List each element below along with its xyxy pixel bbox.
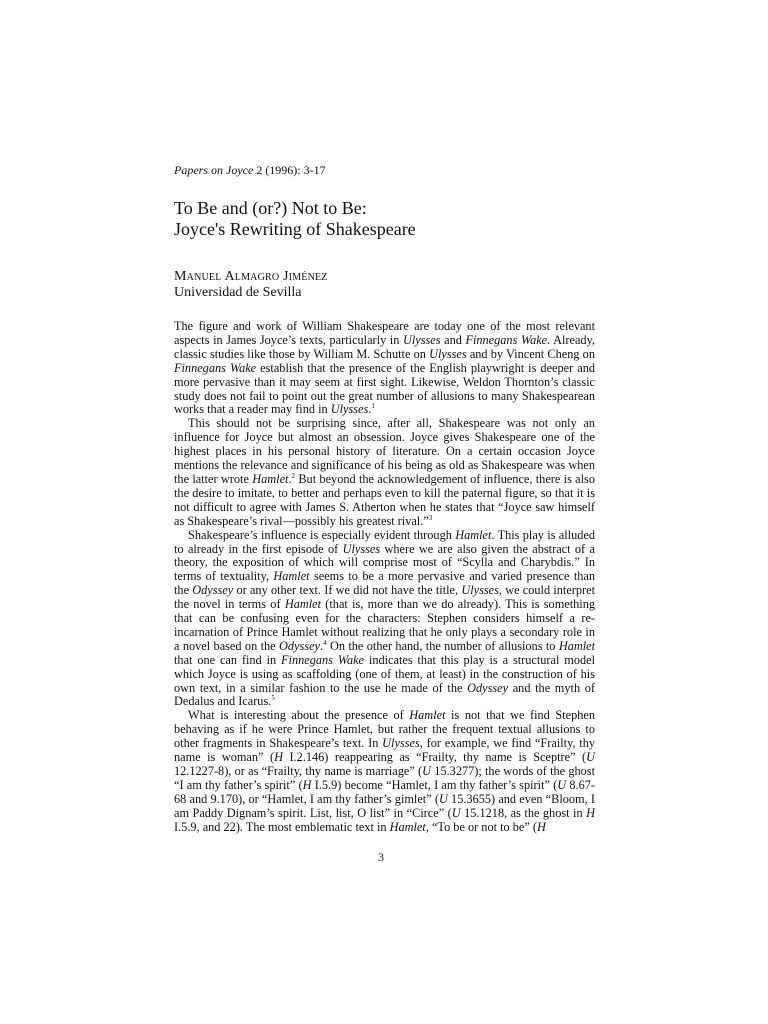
italic-text: U — [557, 777, 567, 792]
author-affiliation: Universidad de Sevilla — [174, 285, 302, 300]
text-run: establish that the presence of the English playwright is deeper and more pervasive than it may seem at first sight. Likewise, Weldon Thornton’s classic study does not fail to point out the great number of allusions to many Shakespearean works that a reader may find in — [174, 360, 595, 417]
footnote-ref: 3 — [428, 513, 433, 522]
text-run: 15.3655) and even “Bloom, I am Paddy Dignam’s spirit. List, list, O list” in “Circe” ( — [174, 791, 595, 820]
footnote-ref: 4 — [323, 638, 327, 647]
italic-text: Ulysses — [402, 332, 441, 347]
title-line-2: Joyce's Rewriting of Shakespeare — [174, 219, 416, 239]
italic-text: Ulysses — [461, 583, 499, 598]
text-run: 15.3277); the words of the ghost “I am thy father’s spirit” ( — [174, 764, 595, 792]
italic-text: Ulysses — [382, 736, 420, 751]
footnote-ref: 2 — [291, 471, 296, 480]
journal-citation — [174, 163, 326, 178]
text-run: or any other text. If we did not have the title, — [233, 583, 462, 598]
italic-text: H — [586, 805, 595, 820]
text-run: that one can find in — [174, 652, 282, 667]
text-run: indicates that this play is a structural model which Joyce is using as scaffolding (one of them, at least) in the construction of his own text, in a similar fashion to the use he made of the — [174, 652, 595, 695]
author-name: Manuel Almagro Jiménez — [174, 269, 328, 284]
text-run: (that is, more than we do already). This is something that can be confusing even for the characters: Stephen considers himself a re-incarnation of Prince Hamlet without realizing that he only plays a secondary role in a novel based on the — [174, 597, 595, 653]
italic-text: Hamlet — [389, 819, 426, 834]
italic-text: U — [451, 805, 461, 820]
body-paragraph — [174, 320, 595, 417]
text-run: , we could interpret the novel in terms of — [174, 583, 595, 612]
italic-text: Hamlet — [409, 708, 446, 723]
article-title — [174, 198, 614, 240]
italic-text: Odyssey — [279, 638, 320, 653]
italic-text: Hamlet — [558, 638, 596, 653]
italic-text: Odyssey — [192, 583, 234, 598]
text-run: What is interesting about the presence of — [188, 708, 410, 723]
italic-text: Hamlet — [252, 471, 289, 486]
text-run: I.5.9, and 22). The most emblematic text in — [174, 819, 390, 834]
italic-text: Ulysses — [342, 541, 381, 556]
text-run: 8.67-68 and 9.170), or “Hamlet, I am thy father’s gimlet” ( — [174, 777, 595, 806]
text-run: The figure and work of William Shakespeare are today one of the most relevant aspects in James Joyce’s texts, particularly in — [174, 319, 595, 347]
italic-text: H — [536, 819, 546, 834]
text-run: is not that we find Stephen behaving as if he were Prince Hamlet, but rather the frequent textual allusions to other fragments in Shakespeare’s text. In — [174, 708, 595, 751]
italic-text: Ulysses — [429, 346, 467, 361]
italic-text: Finnegans Wake — [174, 360, 257, 375]
body-paragraph — [174, 417, 595, 528]
text-run: . — [368, 402, 372, 417]
body-paragraph — [174, 709, 595, 834]
italic-text: H — [274, 750, 283, 765]
text-run: I.2.146) reappearing as “Frailty, thy name is Sceptre” ( — [282, 750, 587, 765]
title-line-1: To Be and (or?) Not to Be: — [174, 198, 367, 218]
footnote-ref: 5 — [271, 694, 275, 703]
italic-text: U — [422, 764, 432, 778]
body-paragraph — [174, 529, 595, 710]
italic-text: Odyssey — [467, 680, 509, 695]
text-run: This should not be surprising since, after all, Shakespeare was not only an influence for Joyce but almost an obsession. Joyce gives Shakespeare one of the highest places in his personal history of literature. On a certain occasion Joyce mentions the relevance and significance of his being as old as Shakespeare was when the latter wrote — [174, 416, 595, 486]
italic-text: H — [302, 777, 312, 792]
italic-text: Hamlet — [455, 527, 492, 542]
text-run: and by Vincent Cheng on — [466, 346, 595, 361]
italic-text: Hamlet — [284, 597, 322, 612]
italic-text: Finnegans Wake — [281, 652, 365, 667]
footnote-ref: 1 — [371, 402, 375, 411]
text-run: and the myth of Dedalus and Icarus. — [174, 680, 595, 709]
text-run: and — [440, 332, 466, 347]
text-run: where we are also given the abstract of a theory, the exposition of which will comprise most of “Scylla and Charybdis.” In terms of textuality, — [174, 541, 595, 584]
text-run: On the other hand, the number of allusions to — [326, 638, 559, 653]
text-run: I.5.9) become “Hamlet, I am thy father’s spirit” ( — [311, 777, 558, 792]
italic-text: Hamlet — [273, 569, 310, 584]
text-run: . — [288, 471, 292, 486]
text-run: 12.1227-8), or as “Frailty, thy name is marriage” ( — [174, 764, 423, 778]
text-run: 15.1218, as the ghost in — [460, 805, 587, 820]
journal-name: Papers on Joyce — [174, 163, 254, 177]
text-run: Shakespeare’s influence is especially evident through — [188, 527, 456, 542]
article-body — [174, 320, 595, 835]
text-run: But beyond the acknowledgement of influence, there is also the desire to imitate, to better and perhaps even to kill the paternal figure, so that it is not difficult to agree with James S. Atherton when he states that “Joyce saw himself as Shakespeare’s rival—possibly his greatest rival.” — [174, 471, 595, 528]
page-number: 3 — [378, 850, 384, 864]
italic-text: U — [438, 791, 448, 806]
author-block — [174, 269, 328, 301]
italic-text: Finnegans Wake — [465, 332, 548, 347]
text-run: seems to be a more pervasive and varied presence than the — [174, 569, 595, 598]
text-run: , for example, we find “Frailty, thy name is woman” ( — [174, 736, 595, 765]
text-run: . — [320, 638, 324, 653]
italic-text: U — [586, 750, 596, 765]
italic-text: Ulysses — [330, 402, 369, 417]
text-run: , “To be or not to be” ( — [425, 819, 537, 834]
journal-volume-pages: 2 (1996): 3-17 — [253, 163, 326, 177]
text-run: . This play is alluded to already in the first episode of — [174, 527, 596, 556]
text-run: . Already, classic studies like those by William M. Schutte on — [174, 332, 595, 361]
